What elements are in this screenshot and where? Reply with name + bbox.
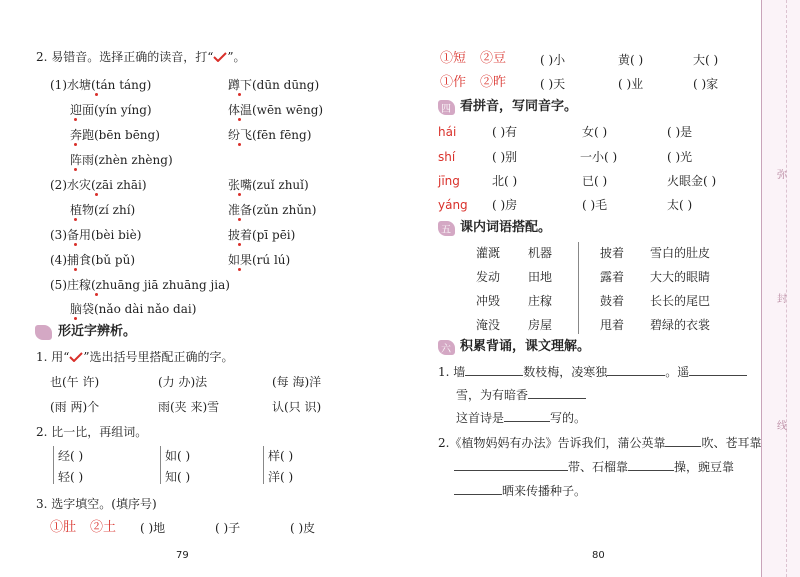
section-badge xyxy=(438,340,455,355)
match-word: 房屋 xyxy=(528,318,553,332)
emphasis-dot xyxy=(74,168,77,171)
poem-line: 这首诗是 写的。 xyxy=(456,411,587,425)
answer-blank[interactable] xyxy=(689,375,747,376)
section-title: 积累背诵，课文理解。 xyxy=(460,339,591,354)
match-word: 庄稼 xyxy=(528,294,553,308)
pinyin-item: 纷飞(fēn fēng) xyxy=(228,128,312,142)
section-badge-label: 六 xyxy=(441,344,451,355)
compare-item: 洋( ) xyxy=(268,470,294,484)
emphasis-dot xyxy=(74,118,77,121)
compare-item: 经( ) xyxy=(58,449,84,463)
q1-title: 1. 用“ ”选出括号里搭配正确的字。 xyxy=(36,350,234,364)
fill-item: 已( ) xyxy=(582,174,608,188)
fill-item: ( )是 xyxy=(667,125,693,139)
section-badge xyxy=(35,325,52,340)
choice-item: (力 办)法 xyxy=(158,375,208,389)
match-word: 淹没 xyxy=(476,318,501,332)
emphasis-dot xyxy=(238,93,241,96)
pinyin-label: jīng xyxy=(438,174,460,188)
answer-blank[interactable] xyxy=(607,375,665,376)
match-word: 甩着 xyxy=(600,318,625,332)
compare-item: 如( ) xyxy=(165,449,191,463)
emphasis-dot xyxy=(238,268,241,271)
section-title: 形近字辨析。 xyxy=(58,324,137,339)
match-word: 雪白的肚皮 xyxy=(650,246,711,260)
pinyin-item: 植物(zí zhí) xyxy=(70,203,136,217)
match-word: 发动 xyxy=(476,270,501,284)
match-word: 露着 xyxy=(600,270,625,284)
emphasis-dot xyxy=(74,268,77,271)
pinyin-item: (3)备用(bèi biè) xyxy=(50,228,142,242)
pinyin-label: shí xyxy=(438,150,456,164)
pinyin-item: 蹲下(dūn dūng) xyxy=(228,78,320,92)
right-page xyxy=(400,0,760,577)
emphasis-dot xyxy=(95,93,98,96)
poem-line: 雪，为有暗香 xyxy=(456,388,586,402)
fill-item: ( )天 xyxy=(540,77,566,91)
option-label: ②昨 xyxy=(480,75,507,90)
match-word: 披着 xyxy=(600,246,625,260)
option-label: ①肚 xyxy=(50,520,77,535)
pinyin-item: (1)水塘(tán táng) xyxy=(50,78,152,92)
section-badge xyxy=(438,221,455,236)
answer-blank[interactable] xyxy=(454,470,568,471)
strip-border xyxy=(761,0,762,577)
fill-item: ( )业 xyxy=(618,77,644,91)
match-word: 鼓着 xyxy=(600,294,625,308)
q3-title: 3. 选字填空。(填序号) xyxy=(36,497,157,511)
answer-blank[interactable] xyxy=(454,494,502,495)
seal-char: 弥 xyxy=(777,170,787,181)
match-word: 冲毁 xyxy=(476,294,501,308)
answer-blank[interactable] xyxy=(504,421,550,422)
question-line: 带、石榴靠 操，豌豆靠 xyxy=(454,460,734,474)
fill-item: 大( ) xyxy=(693,53,719,67)
option-label: ②土 xyxy=(90,520,117,535)
fill-item: 北( ) xyxy=(492,174,518,188)
pinyin-item: 阵雨(zhèn zhèng) xyxy=(70,153,173,167)
answer-blank[interactable] xyxy=(465,375,523,376)
compare-item: 知( ) xyxy=(165,470,191,484)
fill-item: ( )光 xyxy=(667,150,693,164)
pinyin-item: 张嘴(zuǐ zhuǐ) xyxy=(228,178,309,192)
column-divider xyxy=(578,242,579,334)
bracket-line xyxy=(263,446,264,484)
fill-item: 女( ) xyxy=(582,125,608,139)
fill-item: ( )房 xyxy=(492,198,518,212)
fill-item: ( )小 xyxy=(540,53,566,67)
fill-item: 太( ) xyxy=(667,198,693,212)
fill-item: 黄( ) xyxy=(618,53,644,67)
section-title: 课内词语搭配。 xyxy=(460,220,552,235)
pinyin-item: 体温(wēn wēng) xyxy=(228,103,324,117)
bracket-line xyxy=(160,446,161,484)
page-number: 79 xyxy=(176,550,189,561)
fill-item: ( )有 xyxy=(492,125,518,139)
emphasis-dot xyxy=(238,243,241,246)
emphasis-dot xyxy=(74,243,77,246)
choice-item: 也(午 许) xyxy=(50,375,100,389)
option-label: ②豆 xyxy=(480,51,507,66)
match-word: 灌溉 xyxy=(476,246,501,260)
seal-dashed-line xyxy=(786,0,787,577)
pinyin-item: 奔跑(bēn bēng) xyxy=(70,128,160,142)
answer-blank[interactable] xyxy=(628,470,674,471)
pinyin-item: 准备(zǔn zhǔn) xyxy=(228,203,317,217)
emphasis-dot xyxy=(238,118,241,121)
fill-item: ( )子 xyxy=(215,521,241,535)
question-line: 晒来传播种子。 xyxy=(454,484,586,498)
fill-item: ( )地 xyxy=(140,521,166,535)
bracket-line xyxy=(53,446,54,484)
fill-item: 一小( ) xyxy=(580,150,618,164)
section-badge-label: 五 xyxy=(441,225,451,236)
pinyin-item: (4)捕食(bǔ pǔ) xyxy=(50,253,135,267)
poem-line: 1. 墙 数枝梅，凌寒独 。遥 xyxy=(438,365,747,379)
check-mark-icon xyxy=(69,352,83,362)
section-title: 看拼音，写同音字。 xyxy=(460,99,578,114)
choice-item: 认(只 识) xyxy=(272,400,322,414)
answer-blank[interactable] xyxy=(665,446,701,447)
emphasis-dot xyxy=(74,143,77,146)
match-word: 田地 xyxy=(528,270,553,284)
compare-item: 样( ) xyxy=(268,449,294,463)
match-word: 机器 xyxy=(528,246,553,260)
seal-char: 封 xyxy=(777,294,787,305)
pinyin-label: yáng xyxy=(438,198,468,212)
check-mark-icon xyxy=(213,52,227,62)
emphasis-dot xyxy=(74,317,77,320)
page-number: 80 xyxy=(592,550,605,561)
emphasis-dot xyxy=(74,218,77,221)
pinyin-item: (2)水灾(zāi zhāi) xyxy=(50,178,147,192)
pinyin-item: 迎面(yín yíng) xyxy=(70,103,152,117)
q2-title: 2. 易错音。选择正确的读音，打“ ”。 xyxy=(36,50,246,64)
pinyin-item: 脑袋(nǎo dài nǎo dai) xyxy=(70,302,197,316)
match-word: 长长的尾巴 xyxy=(650,294,711,308)
emphasis-dot xyxy=(238,143,241,146)
emphasis-dot xyxy=(95,193,98,196)
section-badge xyxy=(438,100,455,115)
fill-item: ( )皮 xyxy=(290,521,316,535)
pinyin-item: 披着(pī pēi) xyxy=(228,228,296,242)
fill-item: ( )毛 xyxy=(582,198,608,212)
choice-item: (每 海)洋 xyxy=(272,375,322,389)
section-badge-label: 四 xyxy=(441,104,451,115)
pinyin-item: (5)庄稼(zhuāng jiā zhuāng jia) xyxy=(50,278,230,292)
pinyin-label: hái xyxy=(438,125,457,139)
answer-blank[interactable] xyxy=(528,398,586,399)
emphasis-dot xyxy=(238,218,241,221)
match-word: 大大的眼睛 xyxy=(650,270,711,284)
seal-char: 线 xyxy=(777,421,787,432)
choice-item: 雨(夹 来)雪 xyxy=(158,400,220,414)
emphasis-dot xyxy=(95,293,98,296)
fill-item: ( )别 xyxy=(492,150,518,164)
option-label: ①作 xyxy=(440,75,467,90)
q2-compare-title: 2. 比一比，再组词。 xyxy=(36,425,148,439)
fill-item: 火眼金( ) xyxy=(667,174,717,188)
match-word: 碧绿的衣裳 xyxy=(650,318,711,332)
pinyin-item: 如果(rú lú) xyxy=(228,253,291,267)
fill-item: ( )家 xyxy=(693,77,719,91)
seal-line-strip xyxy=(761,0,800,577)
choice-item: (雨 两)个 xyxy=(50,400,100,414)
compare-item: 轻( ) xyxy=(58,470,84,484)
option-label: ①短 xyxy=(440,51,467,66)
emphasis-dot xyxy=(238,193,241,196)
question-line: 2.《植物妈妈有办法》告诉我们，蒲公英靠 吹、苍耳靠 xyxy=(438,436,762,450)
